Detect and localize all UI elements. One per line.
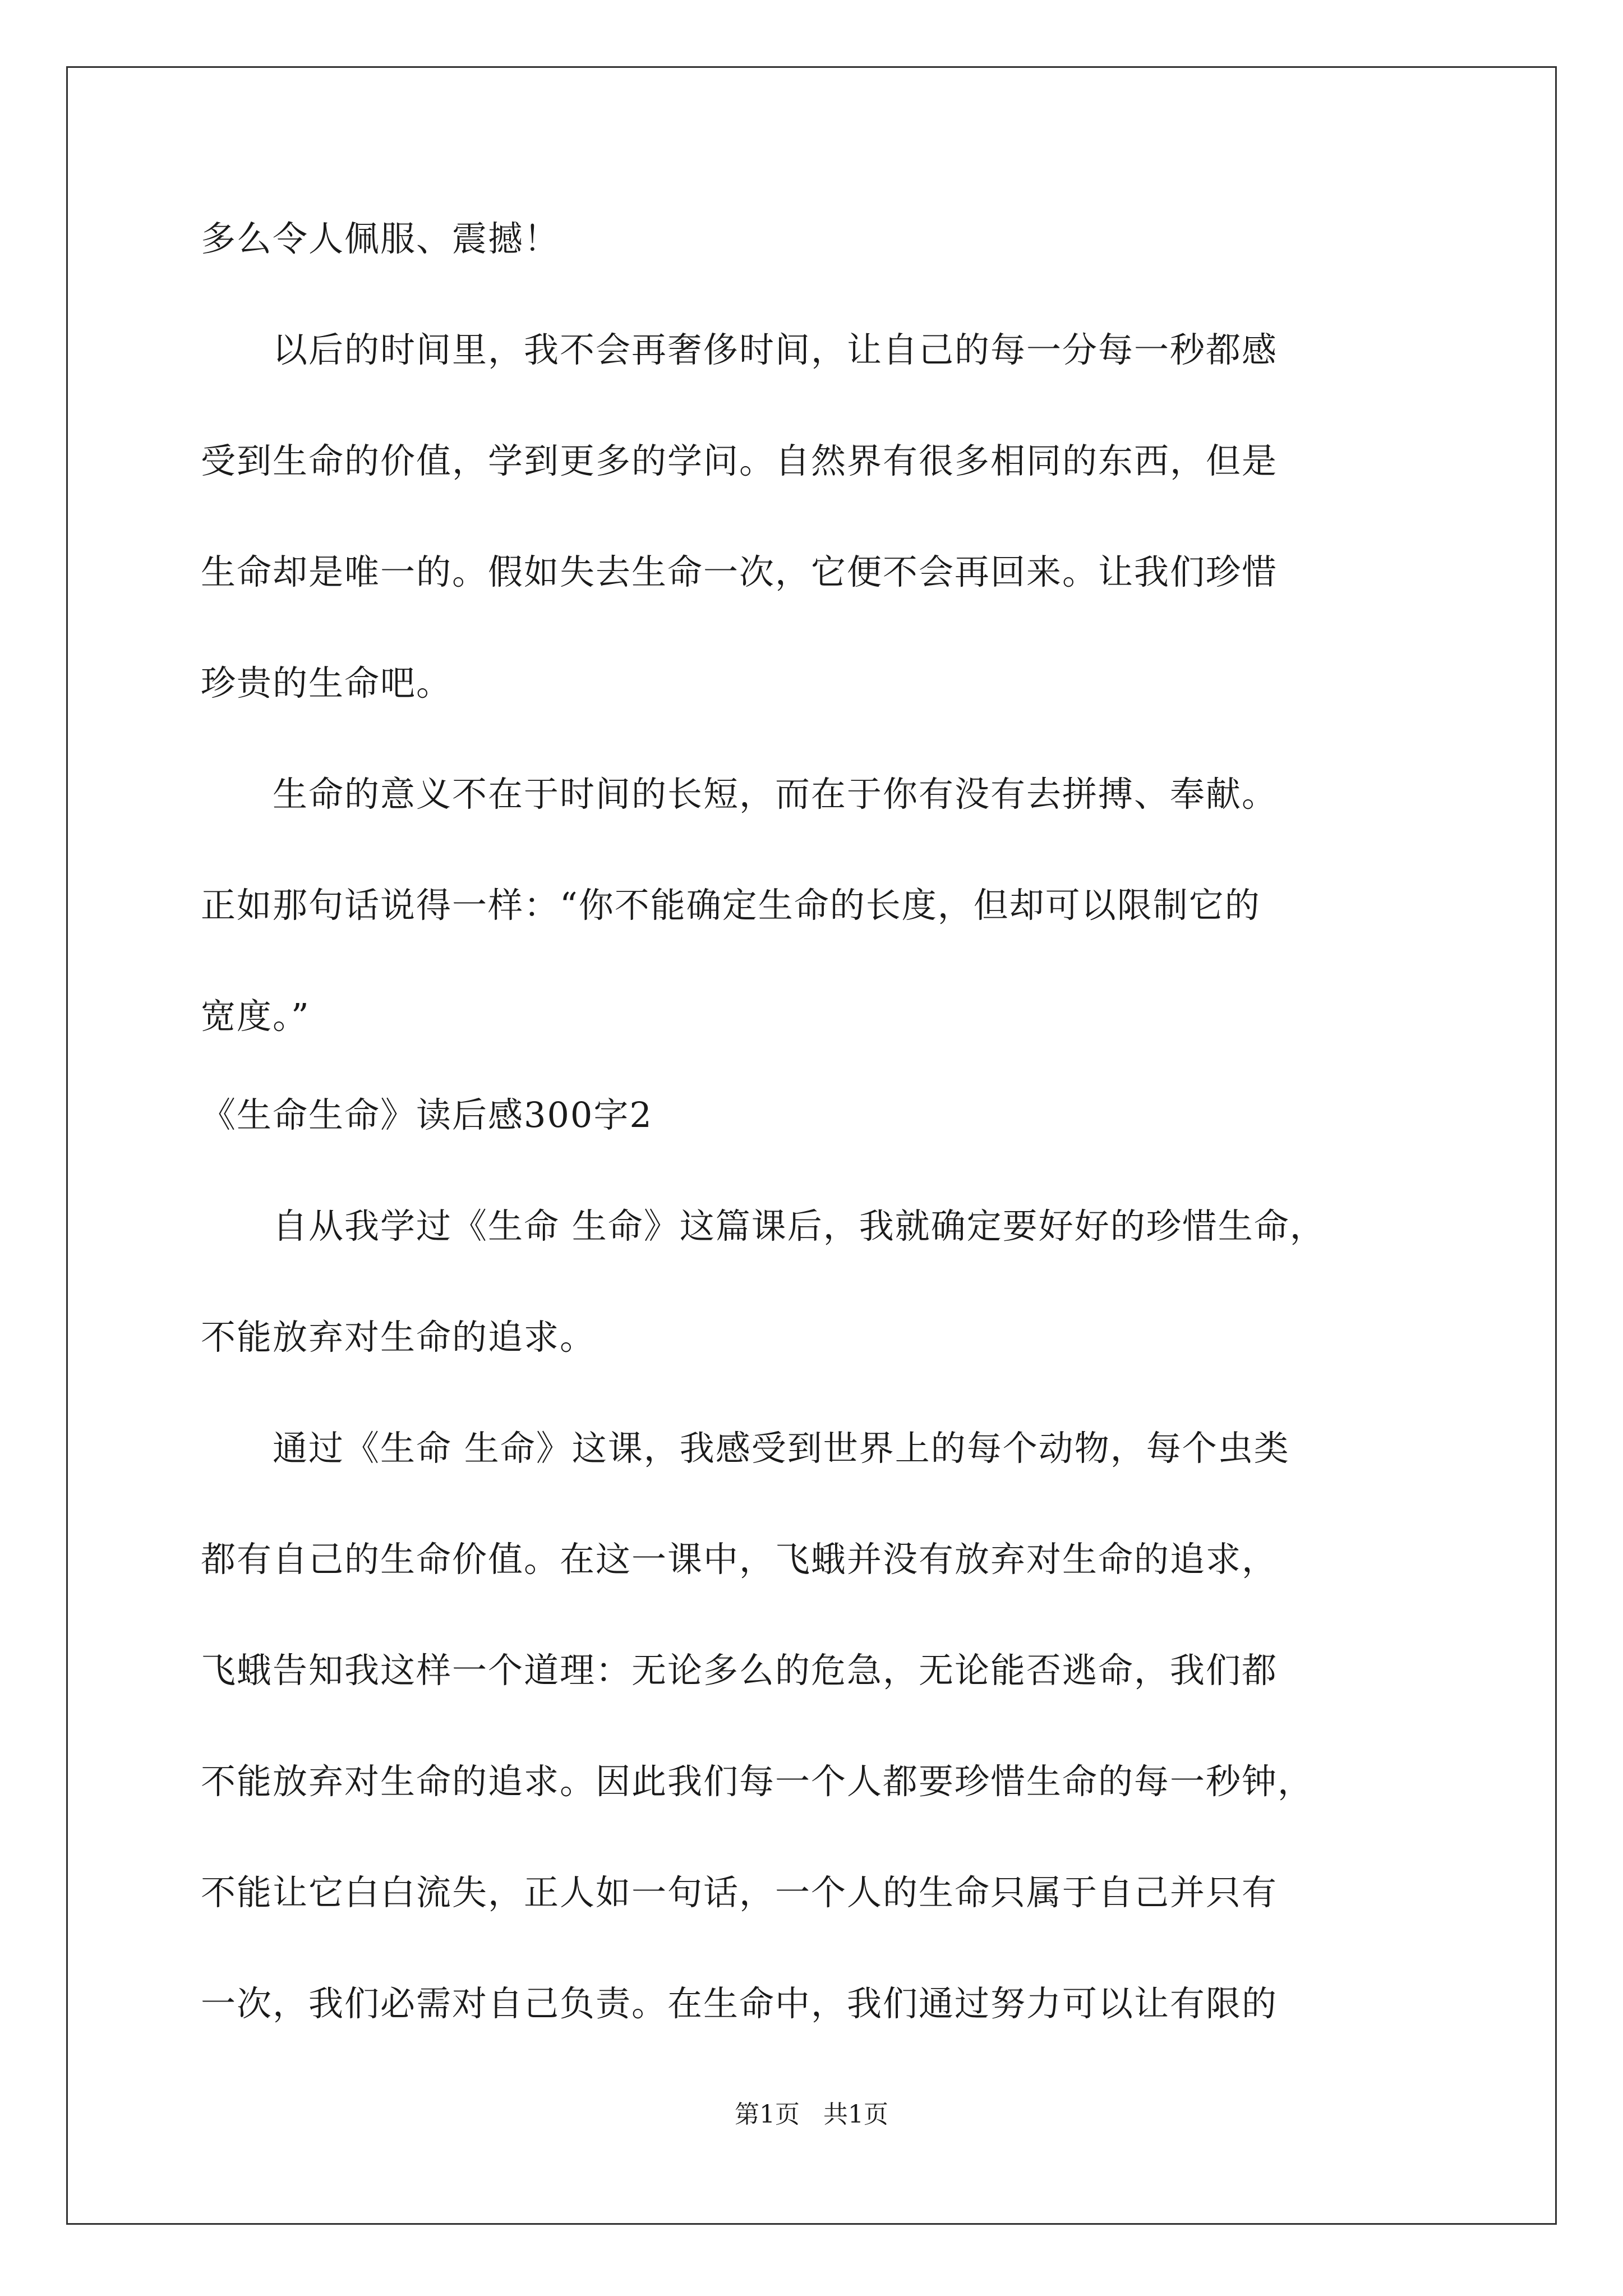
text-line: 不能放弃对生命的追求。因此我们每一个人都要珍惜生命的每一秒钟， (201, 1761, 1314, 1802)
text-line: 珍贵的生命吧。 (201, 662, 453, 703)
text-line: 飞蛾告知我这样一个道理：无论多么的危急，无论能否逃命，我们都 (201, 1650, 1278, 1691)
page-footer (0, 2102, 1623, 2127)
section-heading: 《生命生命》读后感300字2 (201, 1094, 653, 1135)
text-line: 通过《生命 生命》这课，我感受到世界上的每个动物，每个虫类 (201, 1428, 1290, 1469)
text-line: 以后的时间里，我不会再奢侈时间，让自己的每一分每一秒都感 (201, 329, 1278, 370)
text-line: 生命的意义不在于时间的长短，而在于你有没有去拼搏、奉献。 (201, 774, 1278, 815)
text-line: 宽度。” (201, 996, 310, 1037)
text-line: 不能让它白白流失，正人如一句话，一个人的生命只属于自己并只有 (201, 1872, 1278, 1913)
text-line: 都有自己的生命价值。在这一课中，飞蛾并没有放弃对生命的追求， (201, 1539, 1278, 1580)
text-line: 正如那句话说得一样：“你不能确定生命的长度，但却可以限制它的 (201, 885, 1261, 926)
text-line: 不能放弃对生命的追求。 (201, 1317, 596, 1358)
text-line: 一次，我们必需对自己负责。在生命中，我们通过努力可以让有限的 (201, 1983, 1278, 2024)
text-line: 生命却是唯一的。假如失去生命一次，它便不会再回来。让我们珍惜 (201, 551, 1278, 592)
text-line: 多么令人佩服、震撼！ (201, 218, 560, 259)
page-total: 共1页 (823, 2100, 888, 2129)
text-line: 自从我学过《生命 生命》这篇课后，我就确定要好好的珍惜生命， (201, 1205, 1326, 1246)
page-number: 第1页 (735, 2100, 800, 2129)
text-line: 受到生命的价值，学到更多的学问。自然界有很多相同的东西，但是 (201, 440, 1278, 481)
